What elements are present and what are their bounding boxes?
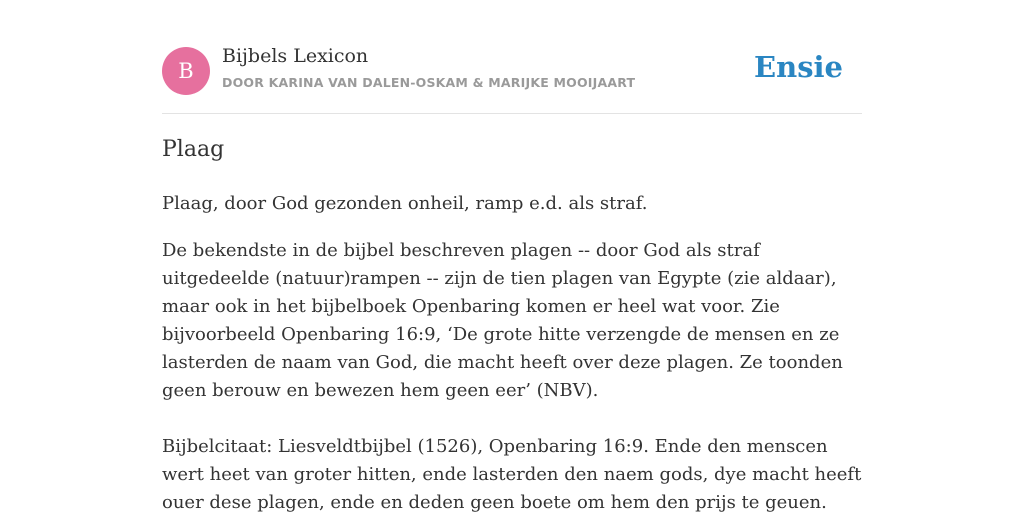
explanation-paragraph: De bekendste in de bijbel beschreven plagen -- door God als straf uitgedeelde (natuur)rampen -- zijn de tien plagen van Egypte (zie aldaar), maar ook in het bijbelboek Openbaring komen er heel wat voor. Zie bijvoorbeeld Openbaring 16:9, ‘De grote hitte verzengde de mensen en ze lasterden de naam van God, die macht heeft over deze plagen. Ze toonden geen berouw en bewezen hem geen eer’ (NBV). (162, 240, 843, 401)
bible-quote-paragraph: Bijbelcitaat: Liesveldtbijbel (1526), Openbaring 16:9. Ende den menscen wert heet van groter hitten, ende lasterden den naem gods, dye macht heeft ouer dese plagen, ende en deden geen boete om hem den prijs te geuen. (162, 436, 862, 512)
ensie-logo[interactable]: Ensie (754, 50, 843, 84)
entry-title: Plaag (162, 137, 225, 162)
book-authors: DOOR KARINA VAN DALEN-OSKAM & MARIJKE MOOIJAART (222, 75, 636, 90)
definition-paragraph: Plaag, door God gezonden onheil, ramp e.d. als straf. (162, 193, 648, 214)
header (162, 0, 862, 114)
book-title[interactable]: Bijbels Lexicon (222, 45, 369, 67)
content-container (162, 0, 862, 512)
book-avatar[interactable]: B (162, 47, 210, 95)
